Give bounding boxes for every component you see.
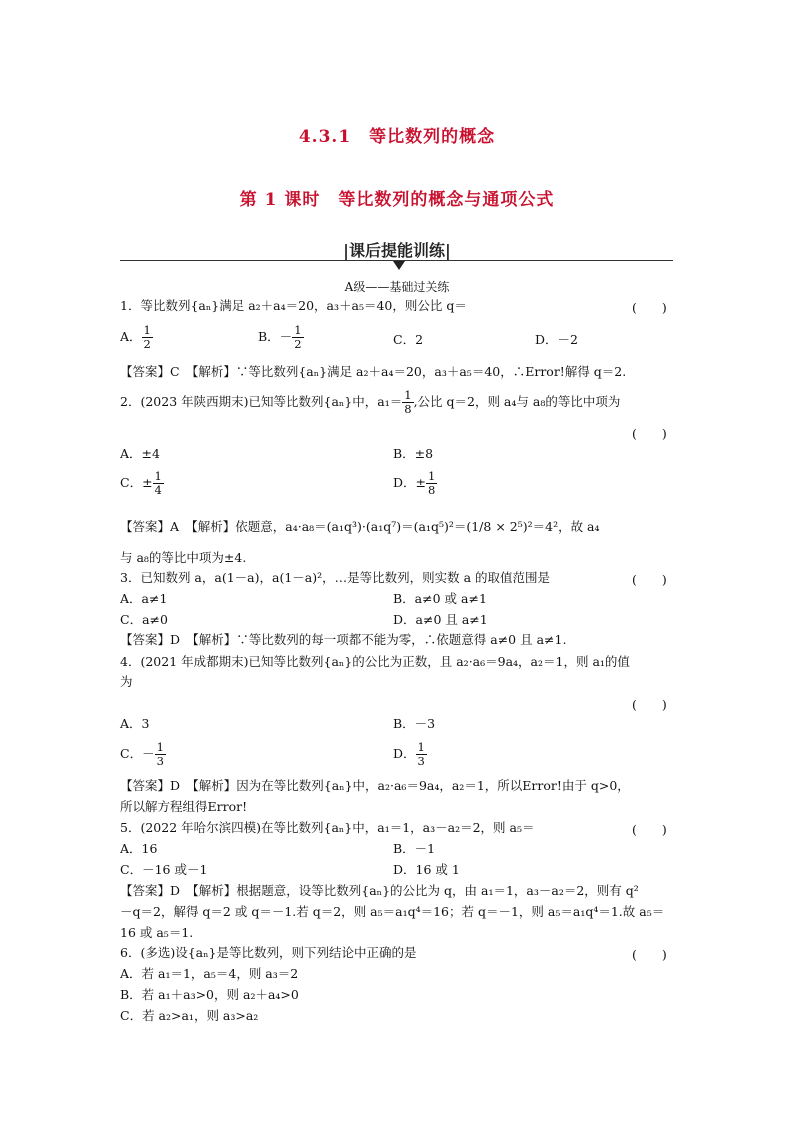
question-stem: 1．等比数列{aₙ}满足 a₂＋a₄＝20，a₃＋a₅＝40，则公比 q＝ (120, 298, 467, 313)
answer-paren: ( ) (632, 300, 667, 315)
question-stem-cont: 为 (120, 674, 133, 689)
option-a: A．16 (120, 841, 158, 856)
question-stem: 3．已知数列 a，a(1－a)，a(1－a)²，…是等比数列，则实数 a 的取值范围是 (120, 570, 551, 585)
option-d: D．a≠0 且 a≠1 (393, 612, 488, 627)
option-c: C．若 a₂>a₁，则 a₃>a₂ (120, 1008, 259, 1023)
answer-paren: ( ) (632, 572, 667, 587)
fraction: $\frac{1}{4}$ (154, 469, 162, 497)
option-label: B．－ (258, 329, 293, 344)
option-a: A．3 (120, 716, 150, 731)
option-a: A．a≠1 (120, 591, 168, 606)
question-stem: 2．(2023 年陕西期末)已知等比数列{aₙ}中，a₁＝ $\frac{1}{8}$ ,公比 q＝2，则 a₄与 a₈的等比中项为 (120, 388, 621, 416)
down-triangle-icon (393, 261, 405, 270)
option-d: D．16 或 1 (393, 862, 460, 877)
option-a (120, 324, 153, 351)
option-b: B．a≠0 或 a≠1 (393, 591, 487, 606)
answer-explanation-cont: 16 或 a₅＝1. (120, 925, 194, 940)
option-b: B．若 a₁＋a₃>0，则 a₂＋a₄>0 (120, 987, 299, 1002)
answer-explanation: 【答案】D 【解析】根据题意，设等比数列{aₙ}的公比为 q，由 a₁＝1，a₃－a₂＝2，则有 q² (120, 883, 639, 898)
answer-explanation: 【答案】C 【解析】∵等比数列{aₙ}满足 a₂＋a₄＝20，a₃＋a₅＝40，∴Error!解得 q＝2. (120, 364, 627, 379)
option-d: D．－2 (535, 332, 578, 347)
fraction: $\frac{1}{2}$ (143, 323, 151, 351)
option-c: C．－16 或－1 (120, 862, 208, 877)
answer-explanation: 【答案】D 【解析】因为在等比数列{aₙ}中，a₂·a₆＝9a₄，a₂＝1，所以Error!由于 q>0， (120, 778, 630, 793)
answer-explanation-cont: 所以解方程组得Error! (120, 799, 248, 814)
option-b: B．－3 (393, 716, 436, 731)
option-a: A．±4 (120, 446, 160, 461)
option-c: C．2 (393, 332, 424, 347)
answer-explanation-cont: －q＝2，解得 q＝2 或 q＝－1.若 q＝2，则 a₅＝a₁q⁴＝16；若 q＝－1，则 a₅＝a₁q⁴＝1.故 a₅＝ (120, 904, 665, 919)
level-heading: A级——基础过关练 (344, 280, 450, 294)
lesson-subtitle: 第 1 课时 等比数列的概念与通项公式 (239, 190, 555, 210)
question-stem: 6．(多选)设{aₙ}是等比数列，则下列结论中正确的是 (120, 945, 417, 960)
option-a: A．若 a₁＝1，a₅＝4，则 a₃＝2 (120, 966, 299, 981)
answer-explanation-cont: 与 a₈的等比中项为±4. (120, 550, 247, 565)
fraction: $\frac{1}{8}$ (428, 469, 436, 497)
answer-paren: ( ) (632, 947, 667, 962)
option-b (258, 324, 304, 351)
option-c: C．－ $\frac{1}{3}$ (120, 740, 164, 768)
option-label: A． (120, 329, 142, 344)
question-stem: 4．(2021 年成都期末)已知等比数列{aₙ}的公比为正数，且 a₂·a₆＝9a₄，a₂＝1，则 a₁的值 (120, 654, 630, 669)
fraction: $\frac{1}{3}$ (156, 740, 164, 768)
option-b: B．－1 (393, 841, 436, 856)
option-b: B．±8 (393, 446, 434, 461)
question-stem: 5．(2022 年哈尔滨四模)在等比数列{aₙ}中，a₁＝1，a₃－a₂＝2，则 a₅＝ (120, 820, 535, 835)
fraction: $\frac{1}{8}$ (404, 388, 412, 416)
answer-explanation: 【答案】D 【解析】∵等比数列的每一项都不能为零，∴依题意得 a≠0 且 a≠1. (120, 632, 567, 647)
answer-paren: ( ) (632, 426, 667, 441)
option-c: C．± $\frac{1}{4}$ (120, 469, 162, 497)
answer-explanation: 【答案】A 【解析】依题意，a₄·a₈＝(a₁q³)·(a₁q⁷)＝(a₁q⁵)²＝(1/8 × 2⁵)²＝4²，故 a₄ (120, 519, 600, 534)
answer-paren: ( ) (632, 822, 667, 837)
option-d: D． $\frac{1}{3}$ (393, 740, 425, 768)
answer-paren: ( ) (632, 697, 667, 712)
option-d: D．± $\frac{1}{8}$ (393, 469, 436, 497)
option-c: C．a≠0 (120, 612, 168, 627)
exercise-banner: |课后提能训练| (343, 241, 451, 260)
section-title: 4.3.1 等比数列的概念 (298, 127, 496, 147)
fraction: $\frac{1}{3}$ (417, 740, 425, 768)
fraction: $\frac{1}{2}$ (294, 323, 302, 351)
